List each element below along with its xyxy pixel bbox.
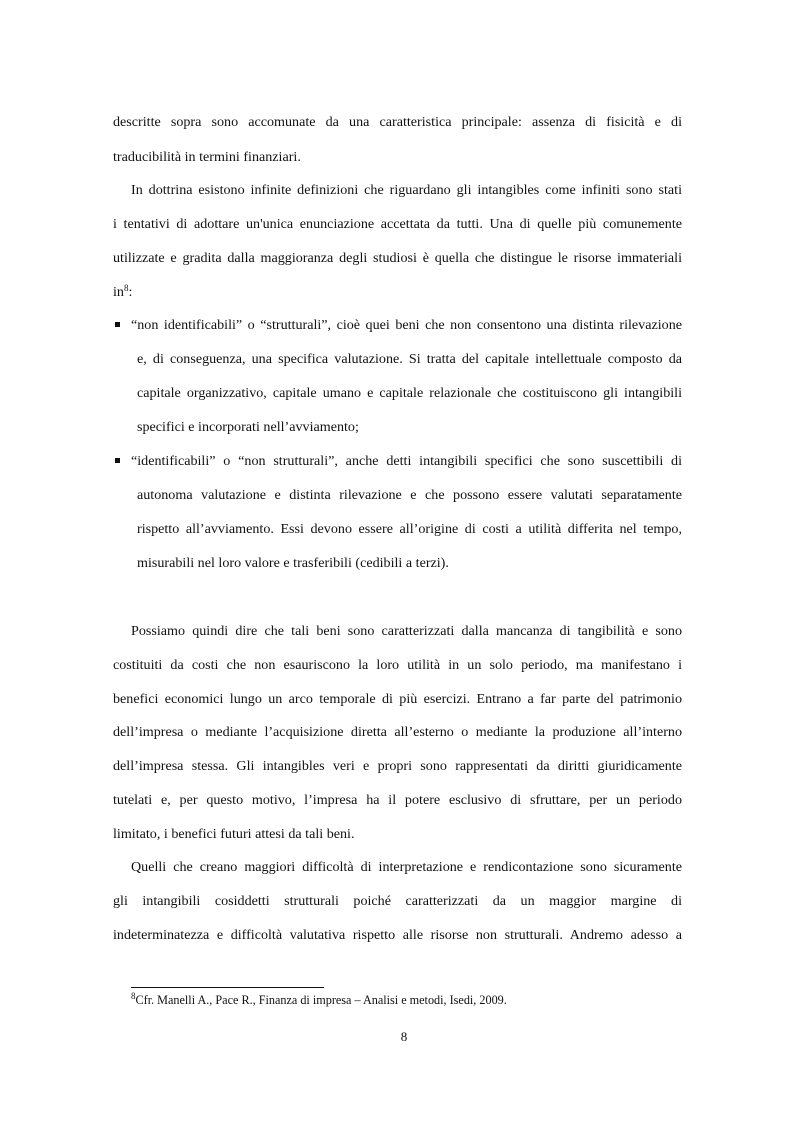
- text-line: traducibilità in termini finanziari.: [113, 149, 301, 165]
- text-line: In dottrina esistono infinite definizioni che riguardano gli intangibles come infiniti sono stati: [131, 182, 682, 198]
- text-line: gli intangibili cosiddetti strutturali poiché caratterizzati da un maggior margine di: [113, 893, 682, 909]
- text-line: rispetto all’avviamento. Essi devono essere all’origine di costi a utilità differita nel tempo,: [137, 521, 682, 537]
- text-line: limitato, i benefici futuri attesi da tali beni.: [113, 826, 355, 842]
- footnote-number: 8: [131, 991, 136, 1001]
- text-line: i tentativi di adottare un'unica enunciazione accettata da tutti. Una di quelle più comunemente: [113, 216, 682, 232]
- footnote-separator: [131, 987, 324, 988]
- text-line: autonoma valutazione e distinta rilevazione e che possono essere valutati separatamente: [137, 487, 682, 503]
- text-line: [113, 283, 132, 301]
- footnote-ref: 8: [123, 283, 129, 293]
- text-line: costituiti da costi che non esauriscono la loro utilità in un solo periodo, ma manifestano i: [113, 657, 682, 673]
- text-line: tutelati e, per questo motivo, l’impresa ha il potere esclusivo di sfruttare, per un periodo: [113, 792, 682, 808]
- text-line: specifici e incorporati nell’avviamento;: [137, 419, 359, 435]
- square-bullet-icon: [115, 458, 120, 463]
- text-line: dell’impresa o mediante l’acquisizione diretta all’esterno o mediante la produzione all’interno: [113, 724, 682, 740]
- text-line: Quelli che creano maggiori difficoltà di interpretazione e rendicontazione sono sicuramente: [131, 859, 682, 875]
- square-bullet-icon: [115, 322, 120, 327]
- text-line: utilizzate e gradita dalla maggioranza degli studiosi è quella che distingue le risorse immateriali: [113, 250, 682, 266]
- text-line: e, di conseguenza, una specifica valutazione. Si tratta del capitale intellettuale composto da: [137, 351, 682, 367]
- text-line: capitale organizzativo, capitale umano e capitale relazionale che costituiscono gli intangibili: [137, 385, 682, 401]
- text-line: “non identificabili” o “strutturali”, cioè quei beni che non consentono una distinta rilevazione: [131, 317, 682, 333]
- text-span: :: [128, 284, 133, 300]
- text-line: “identificabili” o “non strutturali”, anche detti intangibili specifici che sono suscettibili di: [131, 453, 682, 469]
- page-number: 8: [400, 1029, 408, 1044]
- text-line: indeterminatezza e difficoltà valutativa rispetto alle risorse non strutturali. Andremo adesso a: [113, 927, 682, 943]
- text-line: misurabili nel loro valore e trasferibili (cedibili a terzi).: [137, 555, 449, 571]
- footnote: [131, 992, 507, 1008]
- text-line: dell’impresa stessa. Gli intangibles veri e propri sono rappresentati da diritti giuridicamente: [113, 758, 682, 774]
- footnote-text: Cfr. Manelli A., Pace R., Finanza di impresa – Analisi e metodi, Isedi, 2009.: [135, 993, 507, 1007]
- text-line: benefici economici lungo un arco temporale di più esercizi. Entrano a far parte del patrimonio: [113, 691, 682, 707]
- text-line: descritte sopra sono accomunate da una caratteristica principale: assenza di fisicità e di: [113, 114, 682, 130]
- text-span: in: [113, 284, 124, 300]
- text-line: Possiamo quindi dire che tali beni sono caratterizzati dalla mancanza di tangibilità e sono: [131, 623, 682, 639]
